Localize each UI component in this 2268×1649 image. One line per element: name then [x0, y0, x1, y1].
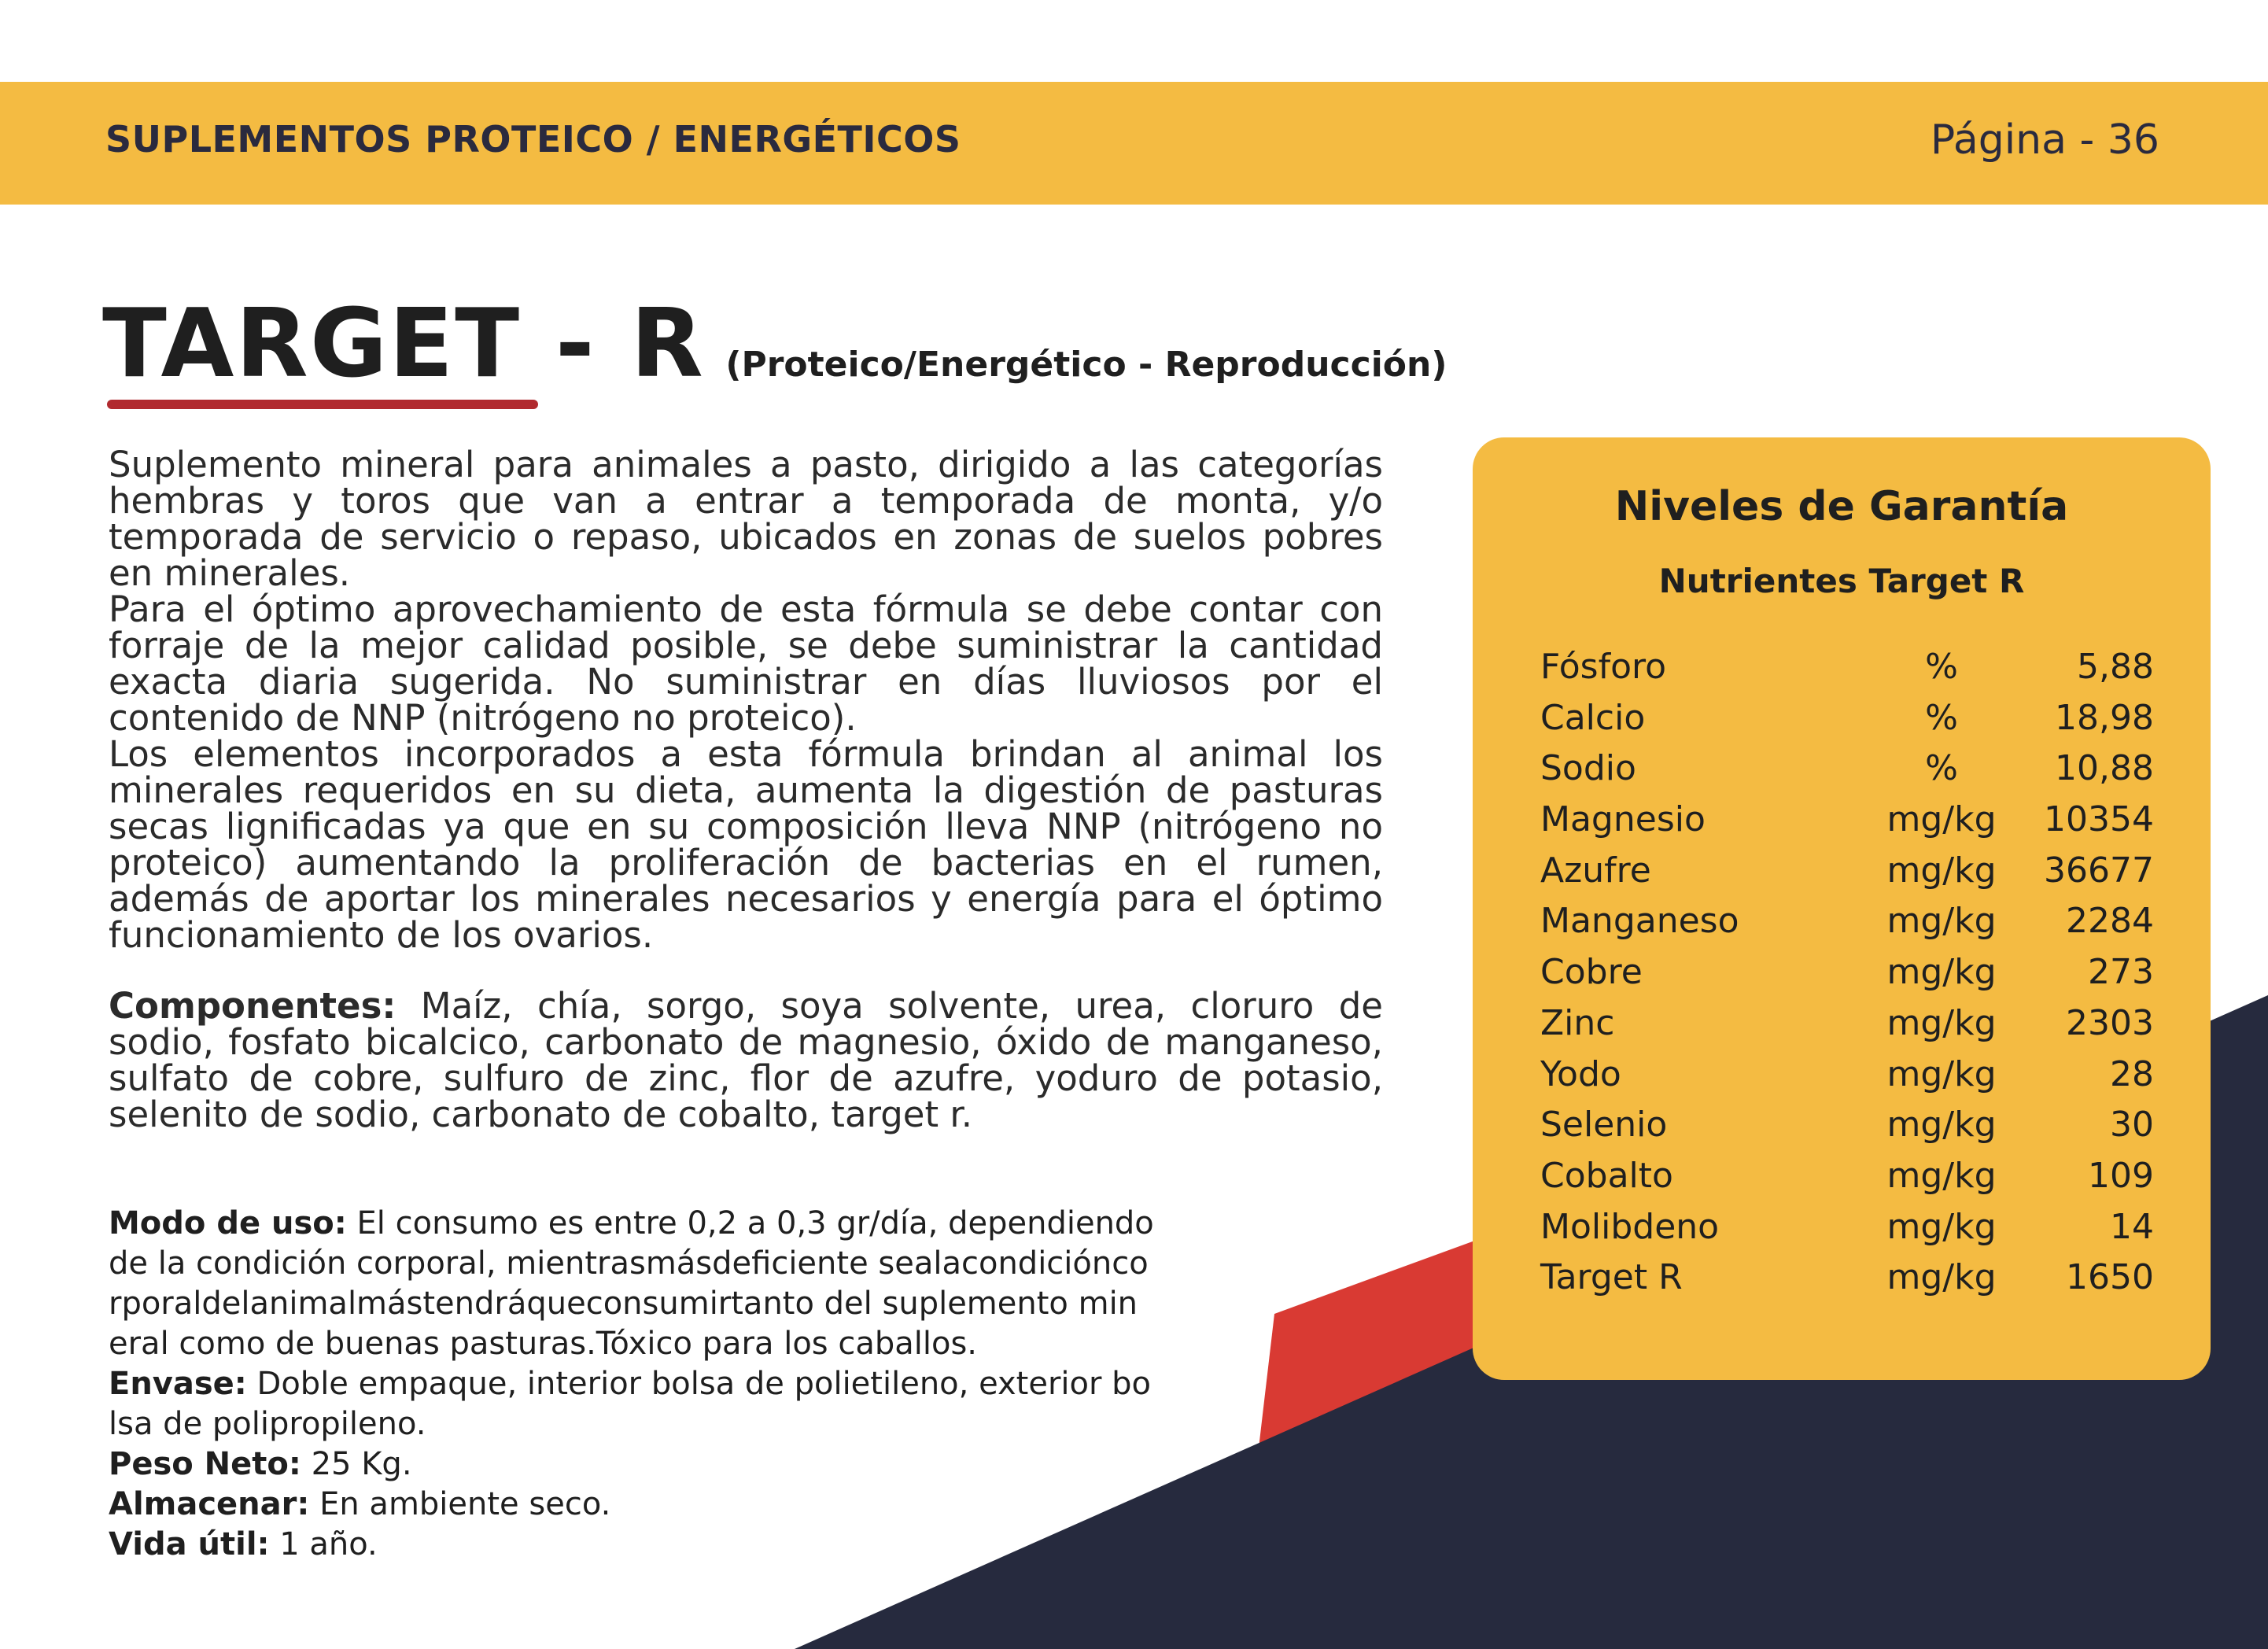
product-description: [109, 444, 1383, 956]
nutrient-unit: mg/kg: [1886, 799, 1997, 840]
guarantee-card: [1473, 437, 2211, 1380]
nutrient-value: 36677: [2044, 850, 2154, 891]
nutrient-value: 18,98: [2055, 697, 2154, 738]
nutrient-value: 273: [2088, 952, 2154, 993]
page-number: Página - 36: [1930, 116, 2159, 164]
usage-weight-label: Peso Neto:: [109, 1446, 301, 1482]
usage-mode-label: Modo de uso:: [109, 1205, 347, 1241]
nutrient-value: 10354: [2044, 799, 2154, 840]
nutrient-name: Azufre: [1540, 850, 1651, 891]
nutrient-value: 2303: [2066, 1002, 2154, 1043]
nutrient-value: 5,88: [2077, 647, 2154, 687]
product-subtitle: (Proteico/Energético - Reproducción): [725, 345, 1447, 385]
nutrient-name: Yodo: [1540, 1053, 1621, 1094]
components-text: Maíz, chía, sorgo, soya solvente, urea, cloruro de sodio, fosfato bicalcico, carbonato de magnesio, óxido de manganeso, sulfato de cobre, sulfuro de zinc, flor de azufre, yoduro de potasio, selenito de sodio, carbonato de cobalto, target r.: [109, 985, 1383, 1135]
usage-mode: [109, 1204, 1155, 1364]
nutrient-row: [1540, 1257, 2154, 1308]
usage-package-label: Envase:: [109, 1366, 247, 1402]
nutrient-unit: mg/kg: [1886, 1002, 1997, 1043]
nutrient-row: [1540, 1156, 2154, 1207]
nutrient-value: 1650: [2066, 1257, 2154, 1298]
nutrient-unit: mg/kg: [1886, 1257, 1997, 1298]
nutrient-name: Calcio: [1540, 697, 1646, 738]
usage-shelf-text: 1 año.: [269, 1526, 378, 1562]
nutrient-unit: %: [1925, 748, 1958, 789]
nutrient-value: 28: [2110, 1053, 2154, 1094]
description-paragraph: Los elementos incorporados a esta fórmula brindan al animal los minerales requeridos en su dieta, aumenta la digestión de pasturas secas lignificadas ya que en su composición lleva NNP (nitrógeno no proteico) aumentando la proliferación de bacterias en el rumen, además de aportar los minerales necesarios y energía para el óptimo funcionamiento de los ovarios.: [109, 733, 1383, 956]
nutrient-row: [1540, 952, 2154, 1003]
nutrient-row: [1540, 850, 2154, 902]
nutrient-row: [1540, 1207, 2154, 1258]
product-title: TARGET - R: [102, 290, 705, 399]
usage-weight-text: 25 Kg.: [301, 1446, 412, 1482]
nutrient-value: 2284: [2066, 901, 2154, 942]
description-paragraph: Para el óptimo aprovechamiento de esta fórmula se debe contar con forraje de la mejor calidad posible, se debe suministrar la cantidad exacta diaria sugerida. No suministrar en días lluviosos por el contenido de NNP (nitrógeno no proteico).: [109, 588, 1383, 739]
guarantee-subtitle: Nutrientes Target R: [1658, 562, 2025, 600]
nutrient-name: Target R: [1540, 1257, 1683, 1298]
usage-mode-text: El consumo es entre 0,2 a 0,3 gr/día, dependiendo de la condición corporal, mientrasmásdeficiente sealacondicióncorporaldelanimalmástendráqueconsumirtanto del suplemento mineral como de buenas pasturas.Tóxico para los caballos.: [109, 1205, 1154, 1362]
nutrient-unit: mg/kg: [1886, 901, 1997, 942]
nutrient-row: [1540, 647, 2154, 698]
nutrient-name: Zinc: [1540, 1002, 1615, 1043]
usage-info: [109, 1204, 1155, 1565]
usage-storage-text: En ambiente seco.: [309, 1486, 611, 1522]
nutrient-unit: mg/kg: [1886, 1155, 1997, 1196]
nutrient-row: [1540, 901, 2154, 952]
nutrient-name: Fósforo: [1540, 647, 1667, 687]
nutrient-row: [1540, 799, 2154, 850]
nutrient-value: 30: [2110, 1105, 2154, 1145]
usage-storage-label: Almacenar:: [109, 1486, 310, 1522]
nutrient-unit: %: [1925, 647, 1958, 687]
description-paragraph: Suplemento mineral para animales a pasto, dirigido a las categorías hembras y toros que van a entrar a temporada de monta, y/o temporada de servicio o repaso, ubicados en zonas de suelos pobres en minerales.: [109, 444, 1383, 594]
title-underline: [107, 400, 538, 409]
nutrient-name: Molibdeno: [1540, 1206, 1720, 1247]
nutrient-row: [1540, 1003, 2154, 1054]
nutrient-unit: mg/kg: [1886, 850, 1997, 891]
nutrient-name: Sodio: [1540, 748, 1636, 789]
nutrient-unit: mg/kg: [1886, 1206, 1997, 1247]
nutrient-name: Manganeso: [1540, 901, 1739, 942]
usage-weight: [109, 1444, 1155, 1485]
nutrient-name: Cobalto: [1540, 1155, 1673, 1196]
usage-shelf-life: [109, 1525, 1155, 1565]
nutrient-row: [1540, 698, 2154, 749]
nutrient-unit: mg/kg: [1886, 1053, 1997, 1094]
nutrient-name: Cobre: [1540, 952, 1643, 993]
usage-storage: [109, 1485, 1155, 1525]
components-label: Componentes:: [109, 985, 396, 1027]
nutrient-value: 14: [2110, 1206, 2154, 1247]
nutrient-name: Selenio: [1540, 1105, 1668, 1145]
nutrient-row: [1540, 1105, 2154, 1156]
nutrient-value: 109: [2088, 1155, 2154, 1196]
product-title-row: [102, 290, 1447, 399]
nutrient-unit: mg/kg: [1886, 1105, 1997, 1145]
usage-shelf-label: Vida útil:: [109, 1526, 270, 1562]
nutrient-value: 10,88: [2055, 748, 2154, 789]
nutrient-unit: mg/kg: [1886, 952, 1997, 993]
nutrient-unit: %: [1925, 697, 1958, 738]
usage-package-text: Doble empaque, interior bolsa de polietileno, exterior bolsa de polipropileno.: [109, 1366, 1151, 1442]
nutrient-table: [1540, 647, 2154, 1308]
section-title: SUPLEMENTOS PROTEICO / ENERGÉTICOS: [105, 118, 961, 160]
usage-package: [109, 1364, 1155, 1444]
nutrient-row: [1540, 748, 2154, 799]
nutrient-row: [1540, 1054, 2154, 1105]
nutrient-name: Magnesio: [1540, 799, 1706, 840]
components-paragraph: [109, 985, 1383, 1135]
guarantee-title: Niveles de Garantía: [1614, 483, 2069, 530]
